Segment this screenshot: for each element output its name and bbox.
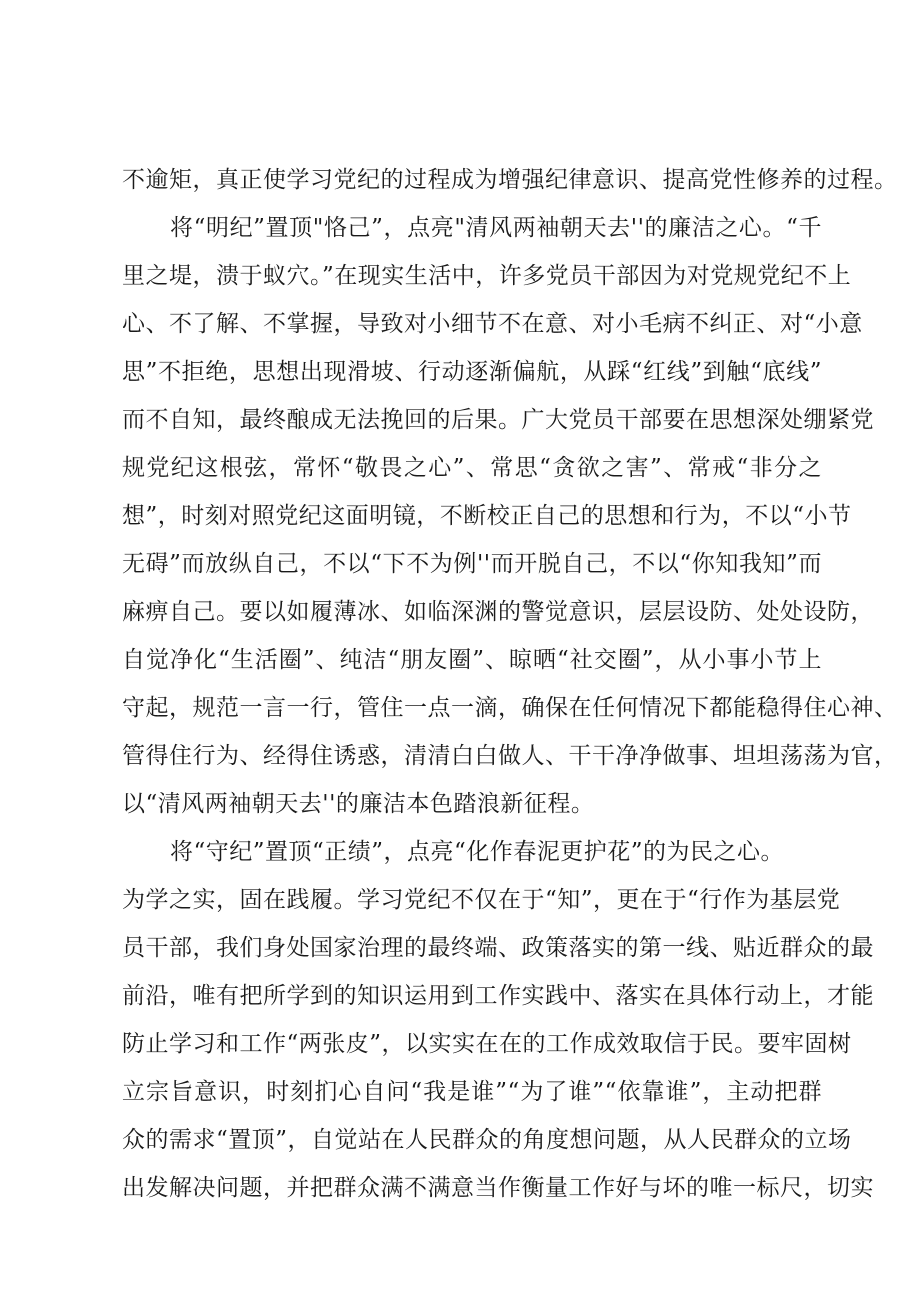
- text-line: 员干部，我们身处国家治理的最终端、政策落实的第一线、贴近群众的最: [122, 935, 874, 961]
- text-line: 里之堤，溃于蚁穴。”在现实生活中，许多党员干部因为对党规党纪不上: [122, 263, 852, 289]
- text-line: 规党纪这根弦，常怀“敬畏之心”、常思“贪欲之害”、常戒“非分之: [122, 455, 822, 481]
- text-line: 而不自知，最终酿成无法挽回的后果。广大党员干部要在思想深处绷紧党: [122, 407, 874, 433]
- text-line: 无碍”而放纵自己，不以“下不为例''而开脱自己，不以“你知我知”而: [122, 551, 822, 577]
- text-line: 管得住行为、经得住诱惑，清清白白做人、干干净净做事、坦坦荡荡为官，: [122, 743, 898, 769]
- text-line: 心、不了解、不掌握，导致对小细节不在意、对小毛病不纠正、对“小意: [122, 311, 863, 337]
- paragraph-end-line: 以“清风两袖朝天去''的廉洁本色踏浪新征程。: [122, 791, 595, 817]
- text-line: 众的需求“置顶”，自觉站在人民群众的角度想问题，从人民群众的立场: [122, 1127, 852, 1153]
- text-line: 为学之实，固在践履。学习党纪不仅在于“知”，更在于“行作为基层党: [122, 887, 841, 913]
- text-line: 麻痹自己。要以如履薄冰、如临深渊的警觉意识，层层设防、处处设防，: [122, 599, 874, 625]
- text-line: 守起，规范一言一行，管住一点一滴，确保在任何情况下都能稳得住心神、: [122, 695, 898, 721]
- text-line: 自觉净化“生活圈”、纯洁“朋友圈”、晾晒“社交圈”，从小事小节上: [122, 647, 822, 673]
- text-line: 前沿，唯有把所学到的知识运用到工作实践中、落实在具体行动上，才能: [122, 983, 874, 1009]
- text-line: 不逾矩，真正使学习党纪的过程成为增强纪律意识、提高党性修养的过程。: [122, 167, 898, 193]
- paragraph-start-line: 将“明纪”置顶"恪己”，点亮"清风两袖朝天去''的廉洁之心。“千: [170, 215, 822, 241]
- text-line: 立宗旨意识，时刻扪心自问“我是谁”“为了谁”“依靠谁”，主动把群: [122, 1079, 822, 1105]
- paragraph-start-line: 将“守纪”置顶“正绩”，点亮“化作春泥更护花”的为民之心。: [170, 839, 785, 865]
- text-line: 防止学习和工作“两张皮”，以实实在在的工作成效取信于民。要牢固树: [122, 1031, 852, 1057]
- text-line: 想”，时刻对照党纪这面明镜，不断校正自己的思想和行为，不以“小节: [122, 503, 852, 529]
- text-line: 出发解决问题，并把群众满不满意当作衡量工作好与坏的唯一标尺，切实: [122, 1175, 874, 1201]
- text-line: 思”不拒绝，思想出现滑坡、行动逐渐偏航，从踩“红线”到触“底线”: [122, 359, 822, 385]
